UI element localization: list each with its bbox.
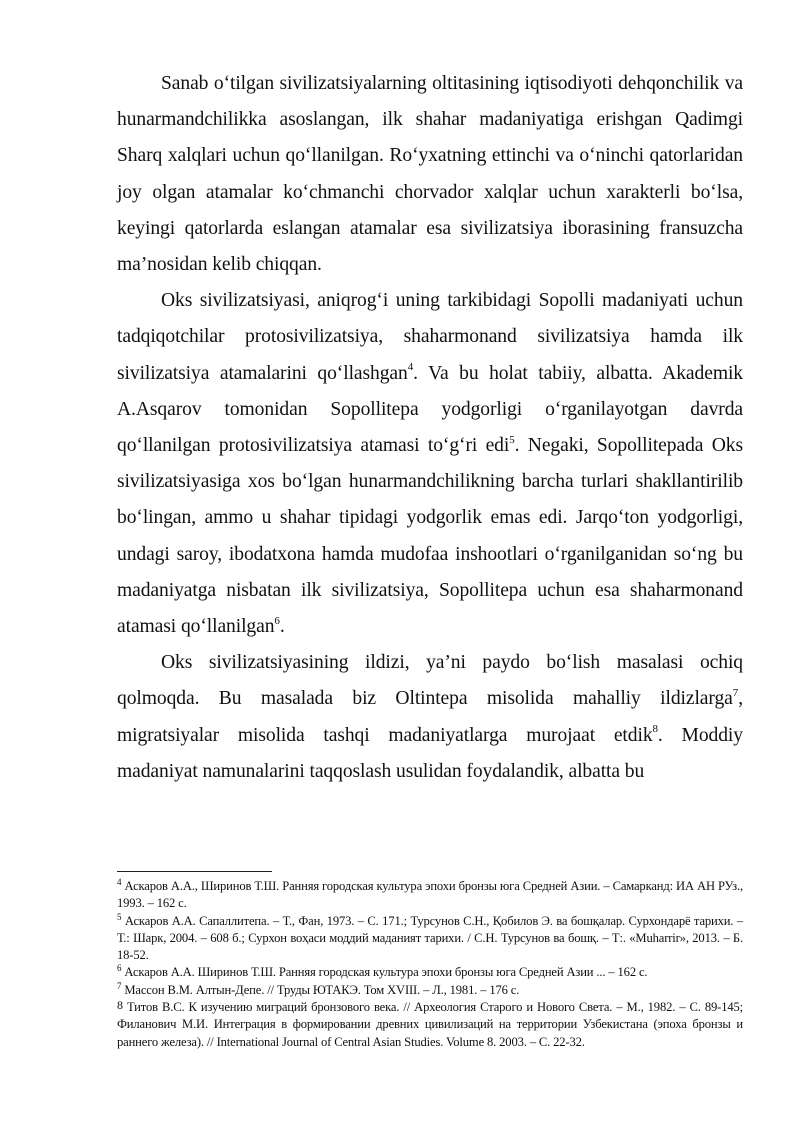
footnote-mark-5: 5 xyxy=(117,911,122,922)
footnote-text-5: Аскаров А.А. Сапаллитепа. – Т., Фан, 1973. – С. 171.; Турсунов С.Н., Қобилов Э. ва бошқалар. Сурхондарё тарихи. – Т.: Шарк, 2004. – 608 б.; Сурхон воҳаси моддий маданият тарихи. / С.Н. Турсунов ва бошқ. – Т:. «Muharrir», 2013. – Б. 18-52. xyxy=(117,913,743,963)
paragraph-3-text-b: , migratsiyalar misolida tashqi madaniyatlarga murojaat etdik xyxy=(117,688,743,746)
footnote-text-4: Аскаров А.А., Ширинов Т.Ш. Ранняя городская культура эпохи бронзы юга Средней Азии. – Самарканд: ИА АН РУз., 1993. – 162 с. xyxy=(117,879,744,911)
footnote-ref-5[interactable]: 5 xyxy=(509,433,515,446)
footnote-text-6: Аскаров А.А. Ширинов Т.Ш. Ранняя городская культура эпохи бронзы юга Средней Азии ... – 162 с. xyxy=(124,965,648,980)
footnote-mark-6: 6 xyxy=(117,963,122,974)
paragraph-1 xyxy=(117,66,743,283)
footnote-5 xyxy=(117,913,743,965)
footnote-mark-7: 7 xyxy=(117,980,122,991)
footnote-4 xyxy=(117,878,743,913)
paragraph-3-text-c: . Moddiy madaniyat namunalarini taqqoslash usulidan foydalandik, albatta bu xyxy=(117,724,743,782)
paragraph-2 xyxy=(117,283,743,645)
paragraph-1-text: Sanab o‘tilgan sivilizatsiyalarning oltitasining iqtisodiyoti dehqonchilik va hunarmandchilikka asoslangan, ilk shahar madaniyatiga erishgan Qadimgi Sharq xalqlari uchun qo‘llanilgan. Ro‘yxatning ettinchi va o‘ninchi qatorlaridan joy olgan atamalar ko‘chmanchi chorvador xalqlar uchun xarakterli bo‘lsa, keyingi qatorlarda eslangan atamalar esa sivilizatsiya iborasining fransuzcha ma’nosidan kelib chiqqan. xyxy=(117,73,743,276)
footnote-text-8: Титов В.С. К изучению миграций бронзового века. // Археология Старого и Нового Света. – М., 1982. – С. 89-145; Филанович М.И. Интеграция в формировании древних цивилизаций на территории Узбекистана (эпоха бронзы и раннего железа). // International Journal of Central Asian Studies. Volume 8. 2003. – С. 22-32. xyxy=(117,1000,743,1049)
footnote-ref-8[interactable]: 8 xyxy=(652,723,658,736)
paragraph-2-text-c: . Negaki, Sopollitepada Oks sivilizatsiyasiga xos bo‘lgan hunarmandchilikning barcha turlari shakllantirilib bo‘lingan, ammo u shahar tipidagi yodgorlik emas edi. Jarqo‘ton yodgorligi, undagi saroy, ibodatxona hamda mudofaa inshootlari o‘rganilganidan so‘ng bu madaniyatga nisbatan ilk sivilizatsiya, Sopollitepa uchun esa shaharmonand atamasi qo‘llanilgan xyxy=(117,435,743,638)
footnote-7 xyxy=(117,982,743,999)
footnote-6 xyxy=(117,964,743,981)
footnote-8 xyxy=(117,999,743,1051)
footnote-separator xyxy=(117,871,272,872)
paragraph-2-text-a: Oks sivilizatsiyasi, aniqrog‘i uning tarkibidagi Sopolli madaniyati uchun tadqiqotchilar protosivilizatsiya, shaharmonand sivilizatsiya hamda ilk sivilizatsiya atamalarini qo‘llashgan xyxy=(117,290,743,384)
footnote-mark-8: 8 xyxy=(117,998,123,1013)
footnote-mark-4: 4 xyxy=(117,876,122,887)
paragraph-3-text-a: Oks sivilizatsiyasining ildizi, ya’ni paydo bo‘lish masalasi ochiq qolmoqda. Bu masalada biz Oltintepa misolida mahalliy ildizlarga xyxy=(117,652,743,710)
footnote-ref-6[interactable]: 6 xyxy=(274,614,280,627)
footnotes xyxy=(117,878,743,1051)
paragraph-3 xyxy=(117,645,743,790)
footnote-text-7: Массон В.М. Алтын-Депе. // Труды ЮТАКЭ. Том XVIII. – Л., 1981. – 176 с. xyxy=(124,982,520,997)
document-body xyxy=(117,66,743,790)
paragraph-2-text-d: . xyxy=(279,616,285,638)
paragraph-2-text-b: . Va bu holat tabiiy, albatta. Akademik A.Asqarov tomonidan Sopollitepa yodgorligi o‘rganilayotgan davrda qo‘llanilgan protosivilizatsiya atamasi to‘g‘ri edi xyxy=(117,362,743,457)
footnote-ref-7[interactable]: 7 xyxy=(732,686,739,699)
footnote-ref-4[interactable]: 4 xyxy=(407,361,414,374)
